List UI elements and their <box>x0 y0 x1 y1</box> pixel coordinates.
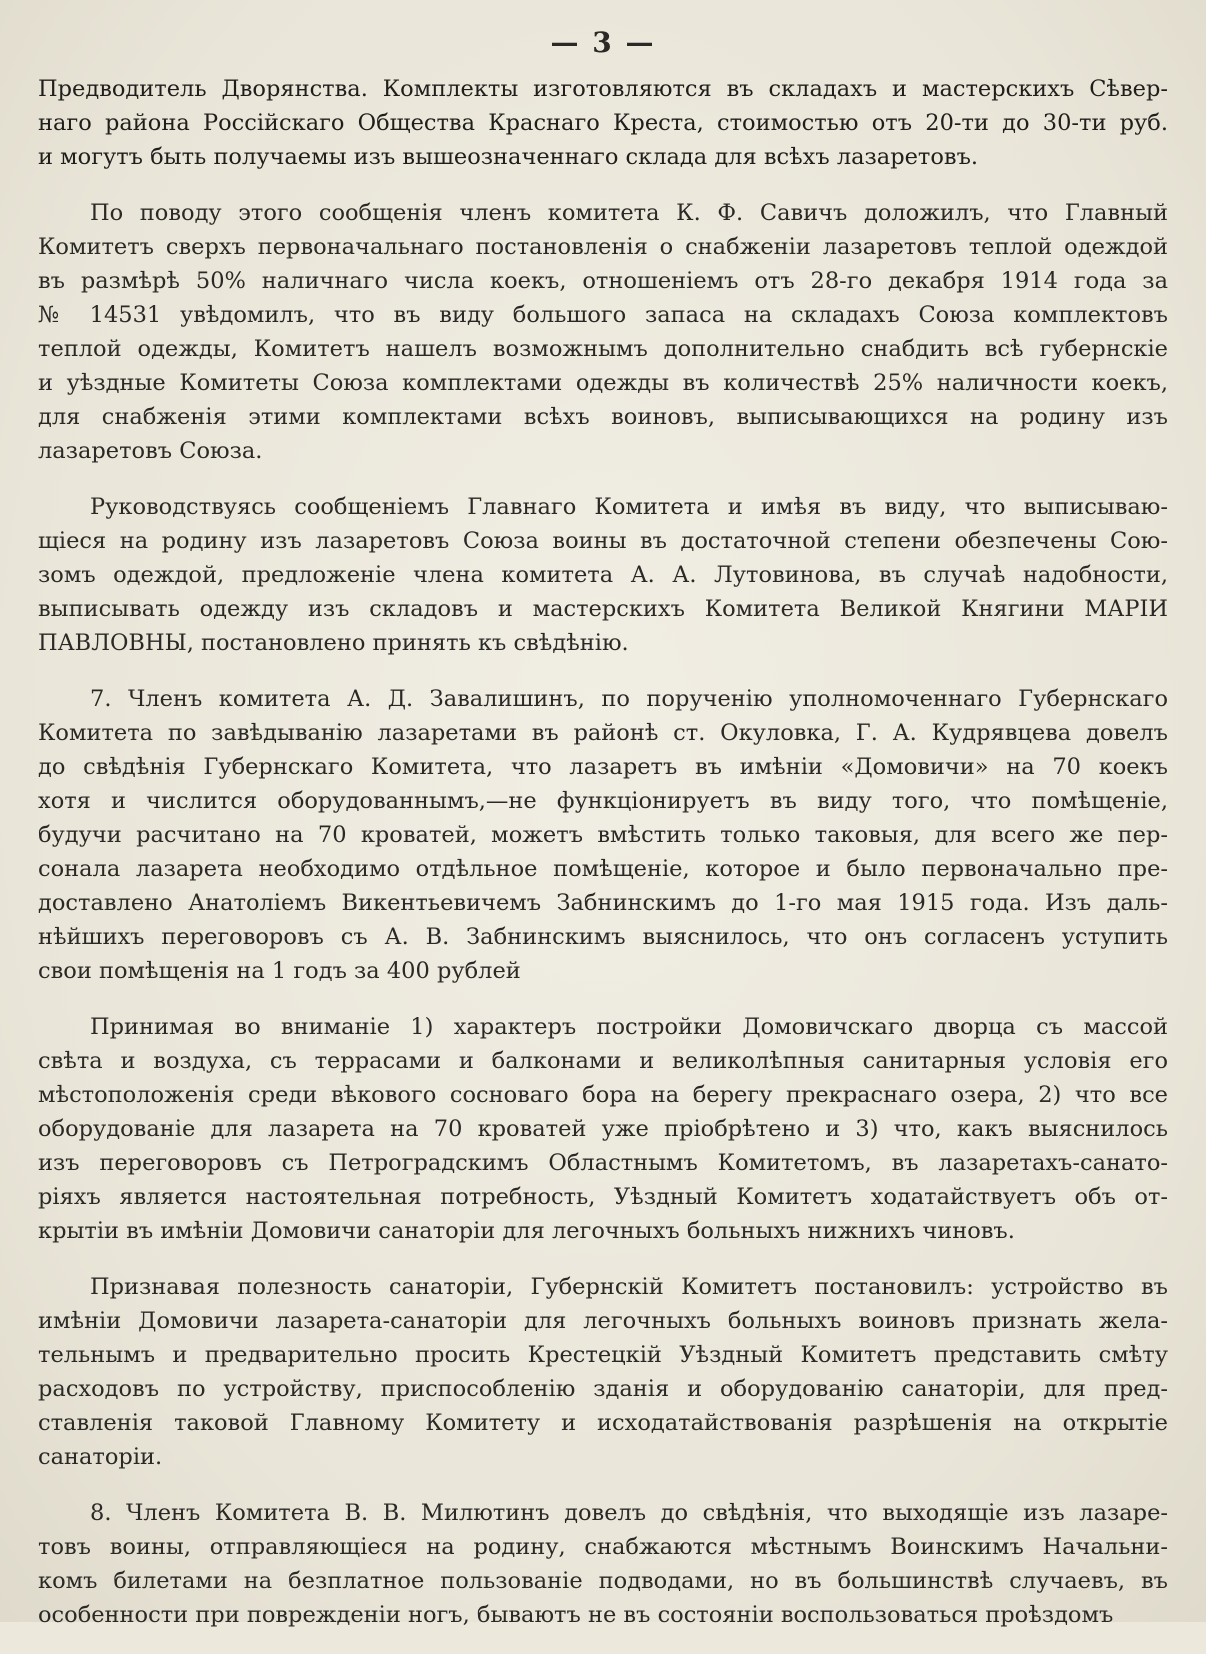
text-line: ставленія таковой Главному Комитету и исходатайствованія разрѣшенія на открытіе <box>38 1410 1168 1436</box>
text-line: санаторіи. <box>38 1444 163 1470</box>
text-line: изъ переговоровъ съ Петроградскимъ Областнымъ Комитетомъ, въ лазаретахъ-санато- <box>38 1150 1168 1176</box>
text-line: и уѣздные Комитеты Союза комплектами одежды въ количествѣ 25% наличности коекъ, <box>38 370 1168 396</box>
text-line: и могутъ быть получаемы изъ вышеозначеннаго склада для всѣхъ лазаретовъ. <box>38 144 979 170</box>
text-line: 7. Членъ комитета А. Д. Завалишинъ, по порученію уполномоченнаго Губернскаго <box>90 686 1168 712</box>
paragraph-1 <box>38 72 1168 174</box>
text-line: Руководствуясь сообщеніемъ Главнаго Комитета и имѣя въ виду, что выписываю- <box>90 494 1168 520</box>
text-line: расходовъ по устройству, приспособленію зданія и оборудованію санаторіи, для пред- <box>38 1376 1168 1402</box>
paragraph-7 <box>38 1496 1168 1632</box>
text-line: тельнымъ и предварительно просить Крестецкій Уѣздный Комитетъ представить смѣту <box>38 1342 1168 1368</box>
text-line: особенности при поврежденіи ногъ, бываютъ не въ состояніи воспользоваться проѣздомъ <box>38 1602 1114 1628</box>
text-line: 8. Членъ Комитета В. В. Милютинъ довелъ до свѣдѣнія, что выходящіе изъ лазаре- <box>90 1500 1168 1526</box>
paragraph-6 <box>38 1270 1168 1474</box>
text-line: Принимая во вниманіе 1) характеръ постройки Домовичскаго дворца съ массой <box>90 1014 1168 1040</box>
text-line: Комитета по завѣдыванію лазаретами въ районѣ ст. Окуловка, Г. А. Кудрявцева довелъ <box>38 720 1168 746</box>
text-line: наго района Россійскаго Общества Краснаго Креста, стоимостью отъ 20-ти до 30-ти руб. <box>38 110 1168 136</box>
text-line: свѣта и воздуха, съ террасами и балконами и великолѣпныя санитарныя условія его <box>38 1048 1168 1074</box>
text-line: лазаретовъ Союза. <box>38 438 263 464</box>
text-line: Комитетъ сверхъ первоначальнаго постановленія о снабженіи лазаретовъ теплой одеждой <box>38 234 1168 260</box>
text-line: комъ билетами на безплатное пользованіе подводами, но въ большинствѣ случаевъ, въ <box>38 1568 1168 1594</box>
text-line: свои помѣщенія на 1 годъ за 400 рублей <box>38 958 521 984</box>
text-line: въ размѣрѣ 50% наличнаго числа коекъ, отношеніемъ отъ 28-го декабря 1914 года за <box>38 268 1168 294</box>
text-line: оборудованіе для лазарета на 70 кроватей уже пріобрѣтено и 3) что, какъ выяснилось <box>38 1116 1168 1142</box>
paragraph-3 <box>38 490 1168 660</box>
text-line: Признавая полезность санаторіи, Губернскій Комитетъ постановилъ: устройство въ <box>90 1274 1168 1300</box>
text-line: доставлено Анатоліемъ Викентьевичемъ Забнинскимъ до 1-го мая 1915 года. Изъ даль- <box>38 890 1168 916</box>
text-line: щіеся на родину изъ лазаретовъ Союза воины въ достаточной степени обезпечены Сою- <box>38 528 1168 554</box>
text-line: нѣйшихъ переговоровъ съ А. В. Забнинскимъ выяснилось, что онъ согласенъ уступить <box>38 924 1168 950</box>
text-line: Предводитель Дворянства. Комплекты изготовляются въ складахъ и мастерскихъ Сѣвер- <box>38 76 1168 102</box>
text-line: ріяхъ является настоятельная потребность, Уѣздный Комитетъ ходатайствуетъ объ от- <box>38 1184 1168 1210</box>
text-line: хотя и числится оборудованнымъ,—не функціонируетъ въ виду того, что помѣщеніе, <box>38 788 1168 814</box>
text-line: теплой одежды, Комитетъ нашелъ возможнымъ дополнительно снабдить всѣ губернскіе <box>38 336 1168 362</box>
body-text <box>38 72 1168 1654</box>
text-line: По поводу этого сообщенія членъ комитета К. Ф. Савичъ доложилъ, что Главный <box>90 200 1168 226</box>
paragraph-2 <box>38 196 1168 468</box>
text-line: зомъ одеждой, предложеніе члена комитета А. А. Лутовинова, въ случаѣ надобности, <box>38 562 1168 588</box>
page-number: — 3 — <box>550 26 656 59</box>
text-line: крытіи въ имѣніи Домовичи санаторіи для легочныхъ больныхъ нижнихъ чиновъ. <box>38 1218 1015 1244</box>
text-line: будучи расчитано на 70 кроватей, можетъ вмѣстить только таковыя, для всего же пер- <box>38 822 1168 848</box>
text-line: имѣніи Домовичи лазарета-санаторіи для легочныхъ больныхъ воиновъ признать жела- <box>38 1308 1168 1334</box>
text-line: товъ воины, отправляющіеся на родину, снабжаются мѣстнымъ Воинскимъ Начальни- <box>38 1534 1168 1560</box>
paragraph-5 <box>38 1010 1168 1248</box>
paragraph-4 <box>38 682 1168 988</box>
text-line: ПАВЛОВНЫ, постановлено принять къ свѣдѣнію. <box>38 630 629 656</box>
text-line: сонала лазарета необходимо отдѣльное помѣщеніе, которое и было первоначально пре- <box>38 856 1168 882</box>
text-line: № 14531 увѣдомилъ, что въ виду большого запаса на складахъ Союза комплектовъ <box>38 302 1168 328</box>
text-line: выписывать одежду изъ складовъ и мастерскихъ Комитета Великой Княгини МАРІИ <box>38 596 1168 622</box>
text-line: для снабженія этими комплектами всѣхъ воиновъ, выписывающихся на родину изъ <box>38 404 1168 430</box>
text-line: до свѣдѣнія Губернскаго Комитета, что лазаретъ въ имѣніи «Домовичи» на 70 коекъ <box>38 754 1168 780</box>
text-line: мѣстоположенія среди вѣкового сосноваго бора на берегу прекраснаго озера, 2) что все <box>38 1082 1168 1108</box>
